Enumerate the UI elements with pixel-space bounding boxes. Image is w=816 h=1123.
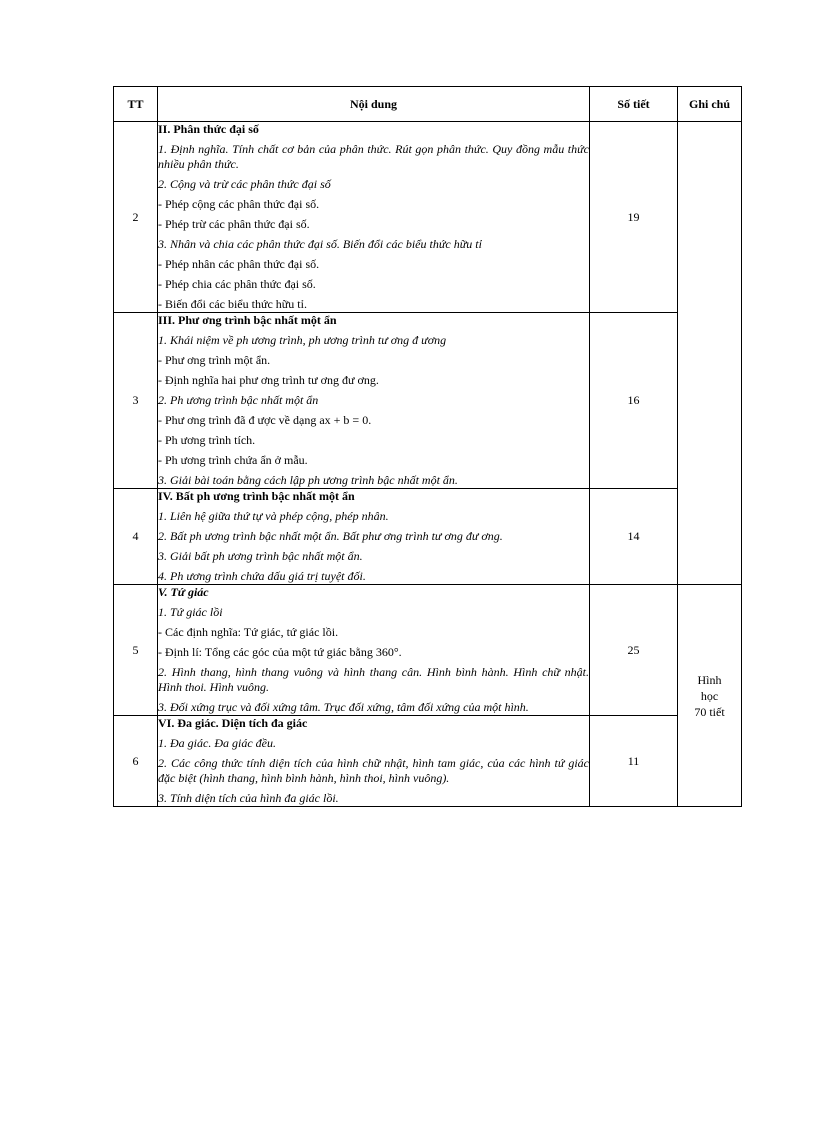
note-line: 70 tiết (694, 704, 725, 719)
content-line: 1. Tứ giác lồi (158, 605, 223, 619)
table-row (114, 585, 742, 716)
table-row (114, 716, 742, 807)
header-note: Ghi chú (678, 87, 742, 122)
content-line: - Phư ơng trình một ẩn. (158, 353, 271, 367)
row-hours: 11 (590, 716, 678, 807)
row-number: 3 (114, 313, 158, 489)
content-line: 2. Hình thang, hình thang vuông và hình thang cân. Hình bình hành. Hình chữ nhật. Hình thoi. Hình vuông. (158, 665, 589, 694)
row-content (158, 313, 590, 489)
content-line: - Định lí: Tổng các góc của một tứ giác bằng 360°. (158, 645, 402, 659)
row-hours: 25 (590, 585, 678, 716)
content-line: - Phép cộng các phân thức đại số. (158, 197, 320, 211)
row-number: 5 (114, 585, 158, 716)
content-line: 1. Liên hệ giữa thứ tự và phép cộng, phép nhân. (158, 509, 389, 523)
row-note-empty (678, 122, 742, 585)
note-line: Hình (697, 672, 722, 687)
row-hours: 19 (590, 122, 678, 313)
section-title: V. Tứ giác (158, 585, 209, 599)
content-line: - Phép nhân các phân thức đại số. (158, 257, 320, 271)
content-line: 3. Giải bài toán bằng cách lập ph ương trình bậc nhất một ẩn. (158, 473, 458, 487)
content-line: - Các định nghĩa: Tứ giác, tứ giác lồi. (158, 625, 339, 639)
content-line: 1. Định nghĩa. Tính chất cơ bản của phân thức. Rút gọn phân thức. Quy đồng mẫu thức nhiều phân thức. (158, 142, 589, 171)
row-number: 6 (114, 716, 158, 807)
content-line: 2. Các công thức tính diện tích của hình chữ nhật, hình tam giác, của các hình tứ giác đặc biệt (hình thang, hình bình hành, hình thoi, hình vuông). (158, 756, 589, 785)
table-row (114, 122, 742, 313)
content-line: 3. Nhân và chia các phân thức đại số. Biến đổi các biểu thức hữu tỉ (158, 237, 482, 251)
section-title: IV. Bất ph ương trình bậc nhất một ẩn (158, 489, 355, 503)
content-line: 3. Đối xứng trục và đối xứng tâm. Trục đối xứng, tâm đối xứng của một hình. (158, 700, 529, 714)
header-content: Nội dung (158, 87, 590, 122)
content-line: - Định nghĩa hai phư ơng trình tư ơng đư ơng. (158, 373, 379, 387)
content-line: - Phép trừ các phân thức đại số. (158, 217, 310, 231)
header-hours: Số tiết (590, 87, 678, 122)
row-content (158, 716, 590, 807)
row-note-geometry (678, 585, 742, 807)
section-title: III. Phư ơng trình bậc nhất một ẩn (158, 313, 337, 327)
syllabus-table (113, 86, 742, 807)
content-line: 2. Ph ương trình bậc nhất một ẩn (158, 393, 319, 407)
row-hours: 16 (590, 313, 678, 489)
section-title: VI. Đa giác. Diện tích đa giác (158, 716, 308, 730)
content-line: 3. Tính diện tích của hình đa giác lồi. (158, 791, 339, 805)
content-line: - Phép chia các phân thức đại số. (158, 277, 316, 291)
table-header-row (114, 87, 742, 122)
content-line: 1. Đa giác. Đa giác đều. (158, 736, 276, 750)
note-line: học (700, 688, 719, 703)
row-number: 4 (114, 489, 158, 585)
header-tt: TT (114, 87, 158, 122)
content-line: - Biến đổi các biểu thức hữu tỉ. (158, 297, 307, 311)
content-line: 2. Bất ph ương trình bậc nhất một ẩn. Bất phư ơng trình tư ơng đư ơng. (158, 529, 503, 543)
content-line: - Ph ương trình tích. (158, 433, 256, 447)
content-line: - Ph ương trình chứa ẩn ở mẫu. (158, 453, 308, 467)
table-row (114, 489, 742, 585)
row-hours: 14 (590, 489, 678, 585)
content-line: 1. Khái niệm về ph ương trình, ph ương trình tư ơng đ ương (158, 333, 447, 347)
content-line: 3. Giải bất ph ương trình bậc nhất một ẩn. (158, 549, 363, 563)
row-content (158, 122, 590, 313)
row-number: 2 (114, 122, 158, 313)
section-title: II. Phân thức đại số (158, 122, 259, 136)
content-line: - Phư ơng trình đã đ ược về dạng ax + b = 0. (158, 413, 372, 427)
row-content (158, 489, 590, 585)
content-line: 4. Ph ương trình chứa dấu giá trị tuyệt đối. (158, 569, 366, 583)
row-content (158, 585, 590, 716)
content-line: 2. Cộng và trừ các phân thức đại số (158, 177, 331, 191)
table-row (114, 313, 742, 489)
